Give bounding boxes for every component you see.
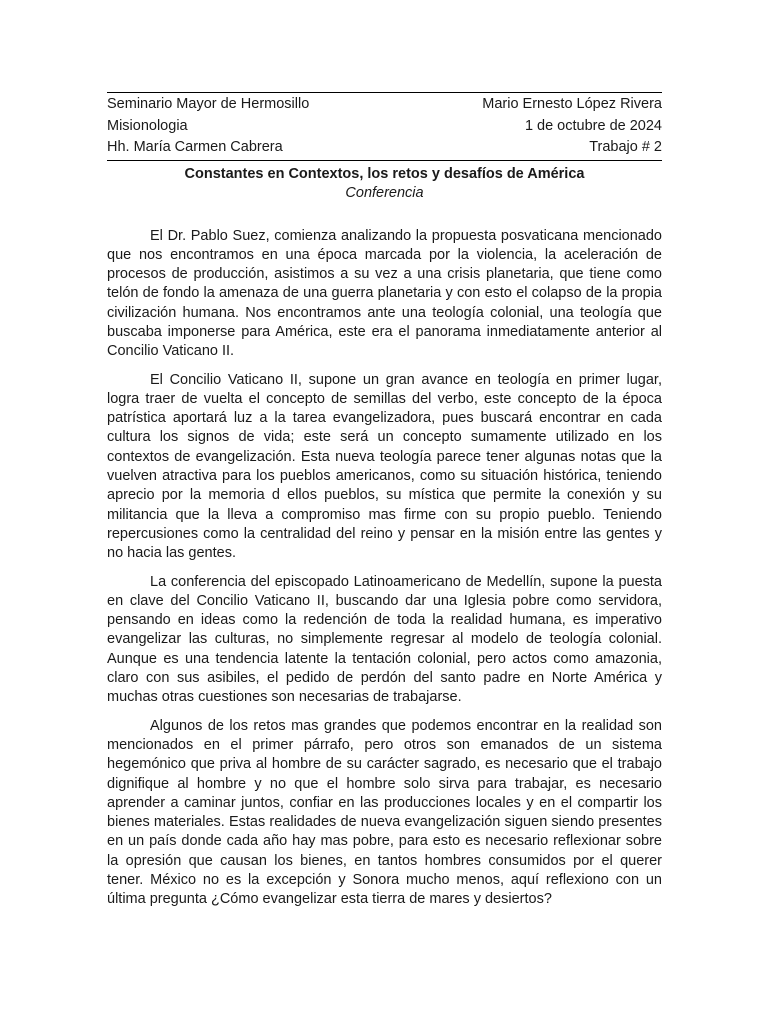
document-page: [107, 92, 662, 919]
author-name: Mario Ernesto López Rivera: [482, 96, 662, 112]
professor-name: Hh. María Carmen Cabrera: [107, 139, 283, 155]
header-row-1: [107, 94, 662, 116]
document-header: [107, 92, 662, 161]
paragraph-3: La conferencia del episcopado Latinoamericano de Medellín, supone la puesta en clave del Concilio Vaticano II, buscando dar una Iglesia pobre como servidora, pensando en ideas como la redención de toda la realidad humana, es imperativo evangelizar las culturas, no simplemente regresar al modelo de teología colonial. Aunque es una tendencia latente la tentación colonial, pero actos como amazonia, claro con sus asibiles, el pedido de perdón del santo padre en Norte América y muchas otras cuestiones son necesarias de trabajarse.: [107, 573, 662, 706]
paragraph-2: El Concilio Vaticano II, supone un gran avance en teología en primer lugar, logra traer de vuelta el concepto de semillas del verbo, este concepto de la época patrística aportará luz a la tarea evangelizadora, pues buscará encontrar en cada cultura los signos de vida; este será un concepto sumamente utilizado en los contextos de evangelización. Esta nueva teología parece tener algunas notas que la vuelven atractiva para los pueblos americanos, como su situación histórica, teniendo aprecio por la memoria d ellos pueblos, su mística que permite la conexión y su militancia que la lleva a compromiso mas firme con su propio pueblo. Teniendo repercusiones como la centralidad del reino y pensar en la misión entre las gentes y no hacia las gentes.: [107, 371, 662, 562]
header-row-2: [107, 116, 662, 138]
institution-name: Seminario Mayor de Hermosillo: [107, 96, 310, 112]
document-date: 1 de octubre de 2024: [524, 117, 662, 134]
course-name: Misionologia: [107, 117, 188, 134]
document-title: Constantes en Contextos, los retos y desafíos de América: [184, 165, 585, 182]
header-row-3: [107, 137, 662, 159]
assignment-number: Trabajo # 2: [589, 139, 662, 155]
document-subtitle: Conferencia: [345, 184, 424, 201]
paragraph-4: Algunos de los retos mas grandes que podemos encontrar en la realidad son mencionados en el primer párrafo, pero otros son emanados de un sistema hegemónico que priva al hombre de su carácter sagrado, es necesario que el trabajo dignifique al hombre y no que el hombre solo sirva para trabajar, es necesario aprender a caminar juntos, confiar en las producciones locales y en el compartir los bienes materiales. Estas realidades de nueva evangelización siguen siendo presentes en un país donde cada año hay mas pobre, para esto es necesario reflexionar sobre la opresión que causan los bienes, en tantos hombres consumidos por el querer tener. México no es la excepción y Sonora mucho menos, aquí reflexiono con un última pregunta ¿Cómo evangelizar esta tierra de mares y desiertos?: [107, 717, 662, 908]
document-body: [107, 227, 662, 910]
paragraph-1: El Dr. Pablo Suez, comienza analizando la propuesta posvaticana mencionado que nos encontramos en una época marcada por la violencia, la aceleración de procesos de producción, asistimos a su vez a una crisis planetaria, que tiene como telón de fondo la amenaza de una guerra planetaria y con esto el colapso de la propia civilización humana. Nos encontramos ante una teología colonial, una teología que buscaba imponerse para América, este era el panorama inmediatamente anterior al Concilio Vaticano II.: [107, 227, 662, 360]
